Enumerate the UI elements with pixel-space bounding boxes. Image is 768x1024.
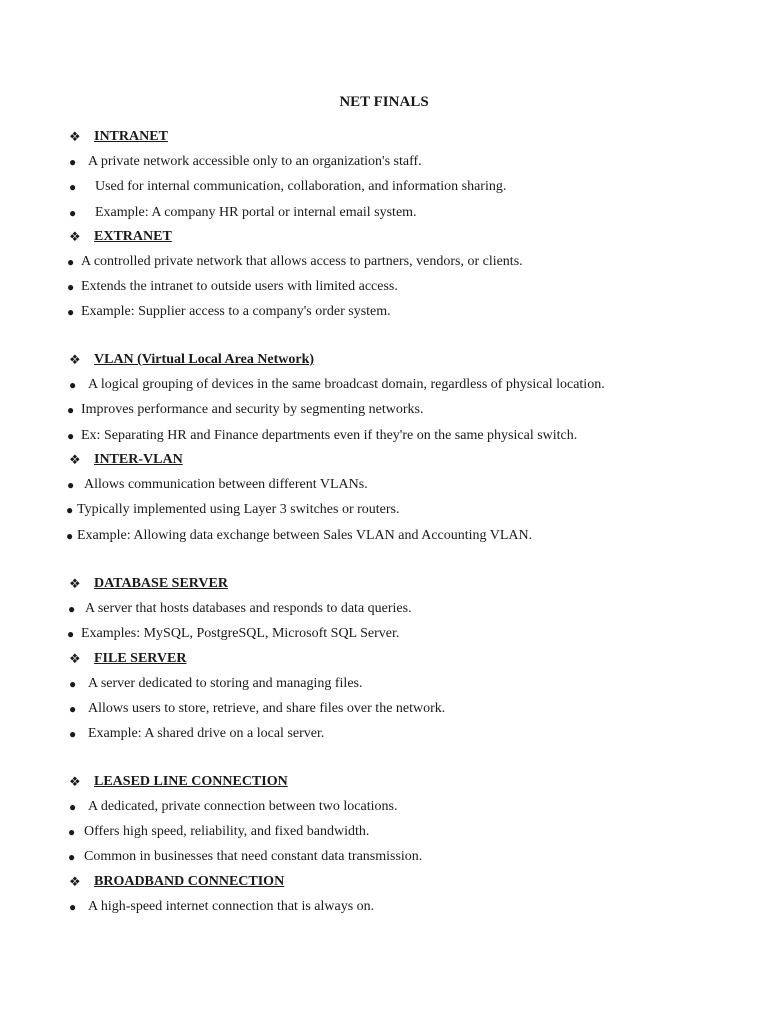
diamond-bullet-icon: ❖ <box>69 651 81 666</box>
list-item-text: Typically implemented using Layer 3 switches or routers. <box>77 502 400 517</box>
bullet-icon: ● <box>69 702 77 716</box>
bullet-icon: ● <box>68 825 76 839</box>
diamond-bullet-icon: ❖ <box>69 774 81 789</box>
bullet-icon: ● <box>69 727 77 741</box>
bullet-icon: ● <box>67 478 75 492</box>
section-heading-label: DATABASE SERVER <box>94 576 228 591</box>
list-item-text: Example: A company HR portal or internal email system. <box>95 205 417 220</box>
bullet-icon: ● <box>69 900 77 914</box>
list-item-text: A controlled private network that allows access to partners, vendors, or clients. <box>81 254 523 269</box>
list-item-text: Common in businesses that need constant data transmission. <box>84 849 423 864</box>
bullet-icon: ● <box>69 155 77 169</box>
bullet-icon: ● <box>69 800 77 814</box>
diamond-bullet-icon: ❖ <box>69 874 81 889</box>
diamond-bullet-icon: ❖ <box>69 129 81 144</box>
list-item-text: A server dedicated to storing and managing files. <box>88 676 363 691</box>
bullet-icon: ● <box>66 529 74 543</box>
bullet-icon: ● <box>69 206 77 220</box>
list-item-text: Example: Supplier access to a company's order system. <box>81 304 391 319</box>
bullet-icon: ● <box>66 503 74 517</box>
list-item-text: Improves performance and security by segmenting networks. <box>81 402 424 417</box>
section-heading-label: VLAN (Virtual Local Area Network) <box>94 352 315 367</box>
list-item-text: Used for internal communication, collaboration, and information sharing. <box>95 179 507 194</box>
diamond-bullet-icon: ❖ <box>69 352 81 367</box>
diamond-bullet-icon: ❖ <box>69 576 81 591</box>
diamond-bullet-icon: ❖ <box>69 452 81 467</box>
list-item-text: Example: Allowing data exchange between Sales VLAN and Accounting VLAN. <box>77 528 533 543</box>
list-item-text: A logical grouping of devices in the same broadcast domain, regardless of physical location. <box>88 377 605 392</box>
section-heading-label: INTRANET <box>94 129 168 144</box>
bullet-icon: ● <box>69 180 77 194</box>
bullet-icon: ● <box>69 378 77 392</box>
list-item-text: Extends the intranet to outside users with limited access. <box>81 279 398 294</box>
list-item-text: Ex: Separating HR and Finance departments even if they're on the same physical switch. <box>81 428 578 443</box>
bullet-icon: ● <box>67 429 75 443</box>
list-item-text: Allows communication between different VLANs. <box>84 477 368 492</box>
bullet-icon: ● <box>67 627 75 641</box>
bullet-icon: ● <box>68 850 76 864</box>
list-item-text: Offers high speed, reliability, and fixed bandwidth. <box>84 824 370 839</box>
list-item-text: A dedicated, private connection between two locations. <box>88 799 398 814</box>
list-item-text: Examples: MySQL, PostgreSQL, Microsoft SQL Server. <box>81 626 400 641</box>
section-heading-label: FILE SERVER <box>94 651 187 666</box>
section-heading-label: INTER-VLAN <box>94 452 183 467</box>
list-item-text: A private network accessible only to an organization's staff. <box>88 154 422 169</box>
list-item-text: A server that hosts databases and responds to data queries. <box>85 601 412 616</box>
section-heading-label: BROADBAND CONNECTION <box>94 874 285 889</box>
bullet-icon: ● <box>67 280 75 294</box>
section-heading-label: LEASED LINE CONNECTION <box>94 774 288 789</box>
bullet-icon: ● <box>67 305 75 319</box>
list-item-text: Example: A shared drive on a local server. <box>88 726 325 741</box>
document-title: NET FINALS <box>339 94 429 110</box>
bullet-icon: ● <box>69 677 77 691</box>
list-item-text: Allows users to store, retrieve, and share files over the network. <box>88 701 446 716</box>
diamond-bullet-icon: ❖ <box>69 229 81 244</box>
bullet-icon: ● <box>67 255 75 269</box>
bullet-icon: ● <box>67 403 75 417</box>
list-item-text: A high-speed internet connection that is always on. <box>88 899 375 914</box>
bullet-icon: ● <box>68 602 76 616</box>
section-heading-label: EXTRANET <box>94 229 172 244</box>
